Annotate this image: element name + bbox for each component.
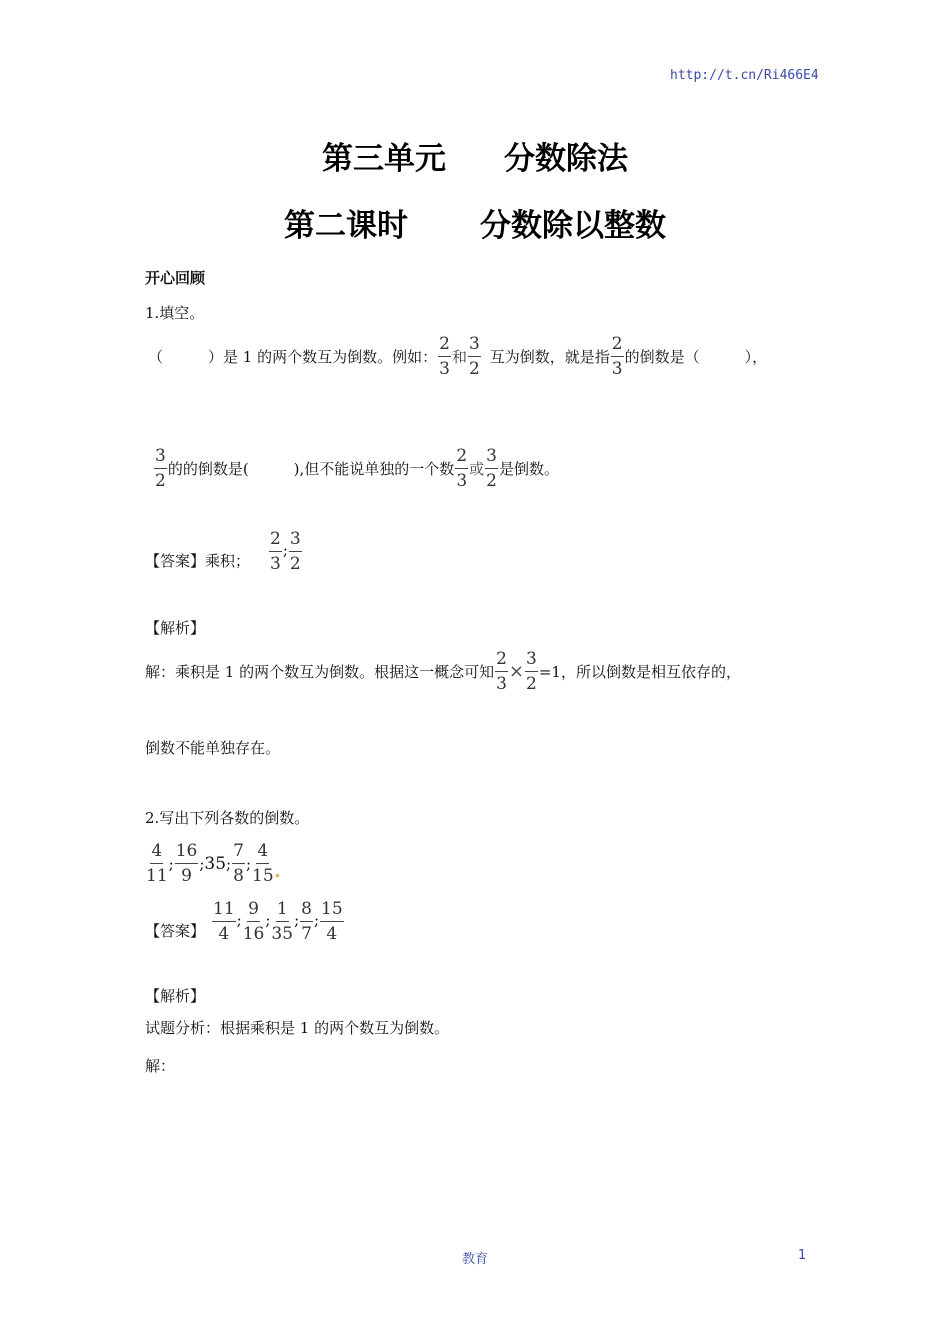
section-heading: 开心回顾 <box>145 269 206 287</box>
fraction-two-thirds <box>438 335 451 379</box>
q2-label: 2.写出下列各数的倒数。 <box>145 809 310 827</box>
fraction-num: 3 <box>289 530 302 552</box>
fraction-three-halves <box>289 530 302 574</box>
fraction-den: 4 <box>326 924 338 944</box>
q1-label: 1.填空。 <box>145 304 205 322</box>
fraction-num: 16 <box>175 842 199 864</box>
fraction-den: 11 <box>146 866 168 886</box>
fraction-three-halves <box>468 335 481 379</box>
q1-answer <box>145 530 303 574</box>
fraction-two-thirds <box>611 335 624 379</box>
fraction-answer-4 <box>300 900 313 944</box>
unit-title-part-b: 分数除法 <box>504 141 628 177</box>
fraction-num: 4 <box>150 842 163 864</box>
separator: ; <box>245 855 251 873</box>
separator: ; <box>168 855 174 873</box>
unit-title <box>0 133 950 178</box>
separator: ; <box>199 855 205 873</box>
fraction-num: 4 <box>256 842 269 864</box>
fraction-num: 8 <box>300 900 313 922</box>
fraction-den: 2 <box>289 554 301 574</box>
fraction-num: 3 <box>525 650 538 672</box>
answer-label: 【答案】 <box>145 922 206 940</box>
q1-line2-text2: 是倒数。 <box>498 460 559 478</box>
q1-blank-1: （ ） <box>148 348 224 366</box>
unit-title-part-a: 第三单元 <box>322 141 446 177</box>
answer-label: 【答案】 <box>145 552 206 570</box>
fraction-q2-2 <box>175 842 199 886</box>
fraction-two-thirds <box>495 650 508 694</box>
fraction-num: 3 <box>154 447 167 469</box>
fraction-den: 2 <box>526 674 537 694</box>
fraction-two-thirds <box>455 447 468 491</box>
fraction-three-halves <box>485 447 498 491</box>
edit-mark <box>276 874 279 877</box>
and-word: 和 <box>451 348 467 366</box>
page-number: 1 <box>798 1248 807 1263</box>
q1-line1-text3: 的倒数是（ ）， <box>624 348 768 366</box>
fraction-den: 4 <box>218 924 230 944</box>
q1-line1-text2: 互为倒数，就是指 <box>489 348 610 366</box>
q2-list <box>145 842 280 886</box>
q1-analysis-label: 【解析】 <box>145 619 206 637</box>
fraction-num: 3 <box>485 447 498 469</box>
or-word: 或 <box>469 460 485 478</box>
q1-line1 <box>148 335 767 379</box>
fraction-three-halves <box>154 447 167 491</box>
separator: ; <box>313 911 320 929</box>
q1-explain <box>145 650 741 694</box>
q1-line2 <box>153 447 559 491</box>
fraction-num: 3 <box>468 335 481 357</box>
answer-text: 乘积； <box>205 552 251 570</box>
fraction-den: 2 <box>468 359 480 379</box>
fraction-num: 9 <box>247 900 260 922</box>
explain-text-1: 解：乘积是 1 的两个数互为倒数。根据这一概念可知 <box>145 663 495 681</box>
fraction-den: 16 <box>242 924 265 944</box>
fraction-q2-1 <box>146 842 168 886</box>
header-url[interactable]: http://t.cn/Ri466E4 <box>670 68 819 83</box>
fraction-den: 8 <box>233 866 244 886</box>
footer-center: 教育 <box>461 1252 488 1267</box>
fraction-den: 3 <box>456 471 468 491</box>
fraction-two-thirds <box>269 530 282 574</box>
fraction-num: 15 <box>320 900 344 922</box>
q1-line1-text: 是 1 的两个数互为倒数。例如： <box>223 348 438 366</box>
fraction-answer-1 <box>212 900 236 944</box>
fraction-q2-4 <box>252 842 274 886</box>
separator: ; <box>236 911 242 929</box>
lesson-title-part-a: 第二课时 <box>284 208 408 244</box>
fraction-num: 2 <box>495 650 508 672</box>
fraction-num: 1 <box>276 900 289 922</box>
fraction-den: 2 <box>155 471 166 491</box>
fraction-den: 3 <box>611 359 623 379</box>
fraction-num: 2 <box>438 335 451 357</box>
explain-text-3: 倒数不能单独存在。 <box>145 739 281 757</box>
fraction-answer-2 <box>243 900 265 944</box>
separator: ; <box>282 541 288 559</box>
fraction-den: 9 <box>181 866 192 886</box>
fraction-num: 11 <box>212 900 236 922</box>
fraction-num: 2 <box>611 335 624 357</box>
fraction-den: 3 <box>439 359 450 379</box>
fraction-den: 15 <box>252 866 274 886</box>
q2-solution-label: 解： <box>145 1057 176 1075</box>
q2-integer: 35 <box>204 854 227 874</box>
fraction-den: 3 <box>270 554 281 574</box>
fraction-den: 7 <box>301 924 312 944</box>
explain-text-2: =1，所以倒数是相互依存的， <box>538 663 741 681</box>
q2-analysis-text: 试题分析：根据乘积是 1 的两个数互为倒数。 <box>145 1019 450 1037</box>
times-sign: × <box>508 661 525 682</box>
fraction-q2-3 <box>232 842 245 886</box>
fraction-den: 2 <box>486 471 497 491</box>
lesson-title <box>0 200 950 245</box>
q2-answer <box>145 900 345 944</box>
q1-line2-text: 的的倒数是( ),但不能说单独的一个数 <box>167 460 455 478</box>
fraction-den: 35 <box>271 924 294 944</box>
fraction-answer-3 <box>271 900 293 944</box>
separator: ; <box>226 855 232 873</box>
separator: ; <box>294 911 300 929</box>
fraction-num: 7 <box>232 842 245 864</box>
fraction-three-halves <box>525 650 538 694</box>
fraction-den: 3 <box>496 674 507 694</box>
fraction-num: 2 <box>455 447 468 469</box>
q2-analysis-label: 【解析】 <box>145 987 206 1005</box>
lesson-title-part-b: 分数除以整数 <box>480 208 666 244</box>
fraction-num: 2 <box>269 530 282 552</box>
fraction-answer-5 <box>320 900 344 944</box>
separator: ; <box>265 911 271 929</box>
